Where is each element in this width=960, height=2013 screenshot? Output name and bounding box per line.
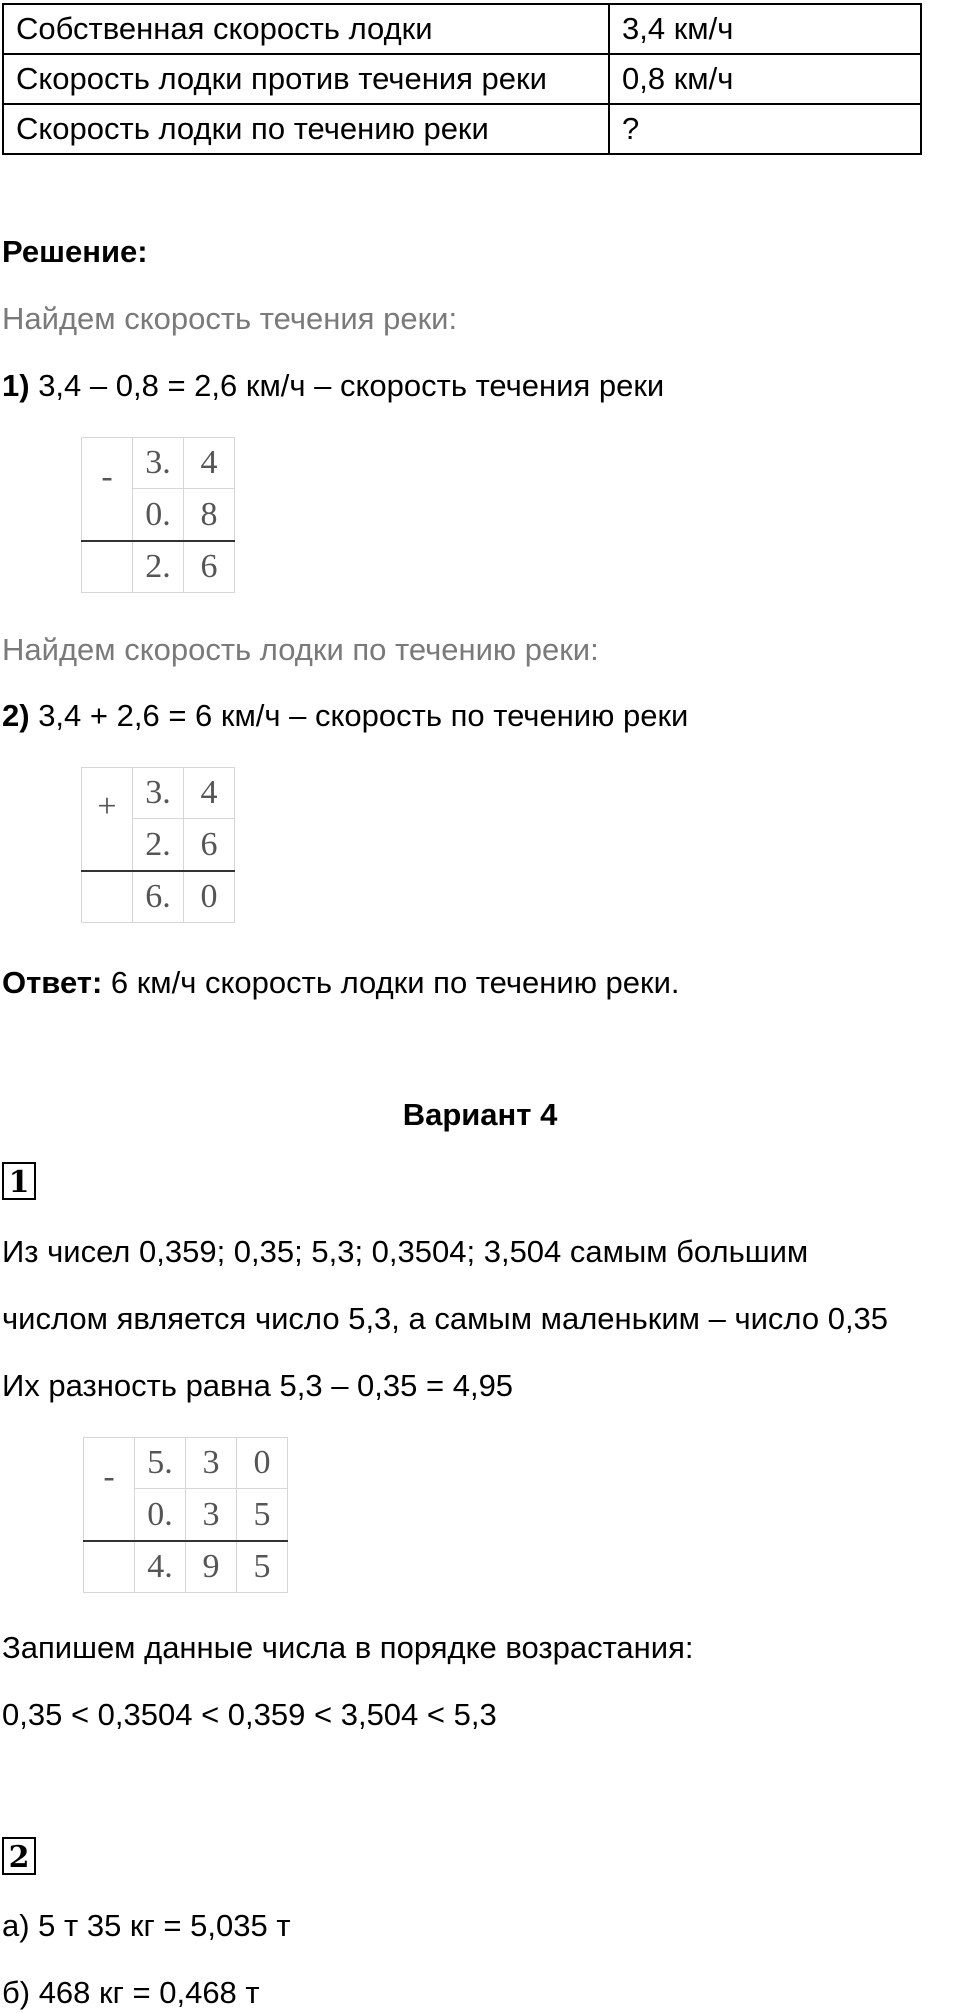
step-number: 1)	[2, 368, 30, 403]
task-number-2: 2	[2, 1837, 36, 1875]
table-cell-value: ?	[609, 104, 921, 154]
digit: 4	[184, 768, 235, 819]
answer-text: 6 км/ч скорость лодки по течению реки.	[102, 965, 680, 1000]
table-cell-label: Собственная скорость лодки	[3, 4, 609, 54]
solution-step-1	[2, 366, 664, 406]
digit: 2.	[133, 541, 184, 593]
table-cell-label: Скорость лодки по течению реки	[3, 104, 609, 154]
solution-step-2	[2, 696, 688, 736]
answer-line	[2, 963, 680, 1003]
solution-hint-2: Найдем скорость лодки по течению реки:	[2, 632, 599, 667]
variant-title: Вариант 4	[402, 1097, 558, 1132]
task-number-1: 1	[2, 1162, 36, 1200]
step-number: 2)	[2, 698, 30, 733]
digit: 3.	[133, 438, 184, 489]
digit: 8	[184, 489, 235, 541]
table-cell-value: 0,8 км/ч	[609, 54, 921, 104]
digit: 6.	[133, 871, 184, 923]
digit: 5.	[135, 1438, 186, 1489]
digit: 5	[237, 1541, 288, 1593]
task2-line-a: а) 5 т 35 кг = 5,035 т	[2, 1908, 291, 1943]
step-text: 3,4 + 2,6 = 6 км/ч – скорость по течению реки	[29, 698, 689, 733]
table-row	[3, 4, 921, 54]
digit: 0.	[133, 489, 184, 541]
task1-line-1: Из чисел 0,359; 0,35; 5,3; 0,3504; 3,504 самым большим	[2, 1234, 809, 1269]
digit: 6	[184, 541, 235, 593]
digit: 0	[184, 871, 235, 923]
digit: 4.	[135, 1541, 186, 1593]
task1-line-3: Их разность равна 5,3 – 0,35 = 4,95	[2, 1368, 514, 1403]
answer-label: Ответ:	[2, 965, 103, 1000]
digit: 3	[186, 1489, 237, 1541]
empty-cell	[82, 541, 133, 593]
task1-line-5: 0,35 < 0,3504 < 0,359 < 3,504 < 5,3	[2, 1697, 497, 1732]
empty-cell	[82, 871, 133, 923]
given-data-table	[2, 3, 922, 155]
task1-line-4: Запишем данные числа в порядке возрастания:	[2, 1630, 694, 1665]
empty-cell	[84, 1541, 135, 1593]
operator-sign: -	[82, 438, 133, 542]
digit: 5	[237, 1489, 288, 1541]
digit: 2.	[133, 819, 184, 871]
digit: 0.	[135, 1489, 186, 1541]
digit: 4	[184, 438, 235, 489]
column-addition-2	[81, 767, 235, 923]
table-row	[3, 54, 921, 104]
digit: 3	[186, 1438, 237, 1489]
task1-line-2: числом является число 5,3, а самым маленьким – число 0,35	[2, 1301, 889, 1336]
column-subtraction-1	[81, 437, 235, 593]
digit: 3.	[133, 768, 184, 819]
table-row	[3, 104, 921, 154]
table-cell-value: 3,4 км/ч	[609, 4, 921, 54]
column-subtraction-task1	[83, 1437, 288, 1593]
digit: 6	[184, 819, 235, 871]
digit: 9	[186, 1541, 237, 1593]
step-text: 3,4 – 0,8 = 2,6 км/ч – скорость течения реки	[29, 368, 665, 403]
operator-sign: +	[82, 768, 133, 872]
table-cell-label: Скорость лодки против течения реки	[3, 54, 609, 104]
digit: 0	[237, 1438, 288, 1489]
solution-heading: Решение:	[2, 234, 148, 269]
operator-sign: -	[84, 1438, 135, 1542]
solution-hint-1: Найдем скорость течения реки:	[2, 301, 458, 336]
task2-line-b: б) 468 кг = 0,468 т	[2, 1975, 260, 2010]
